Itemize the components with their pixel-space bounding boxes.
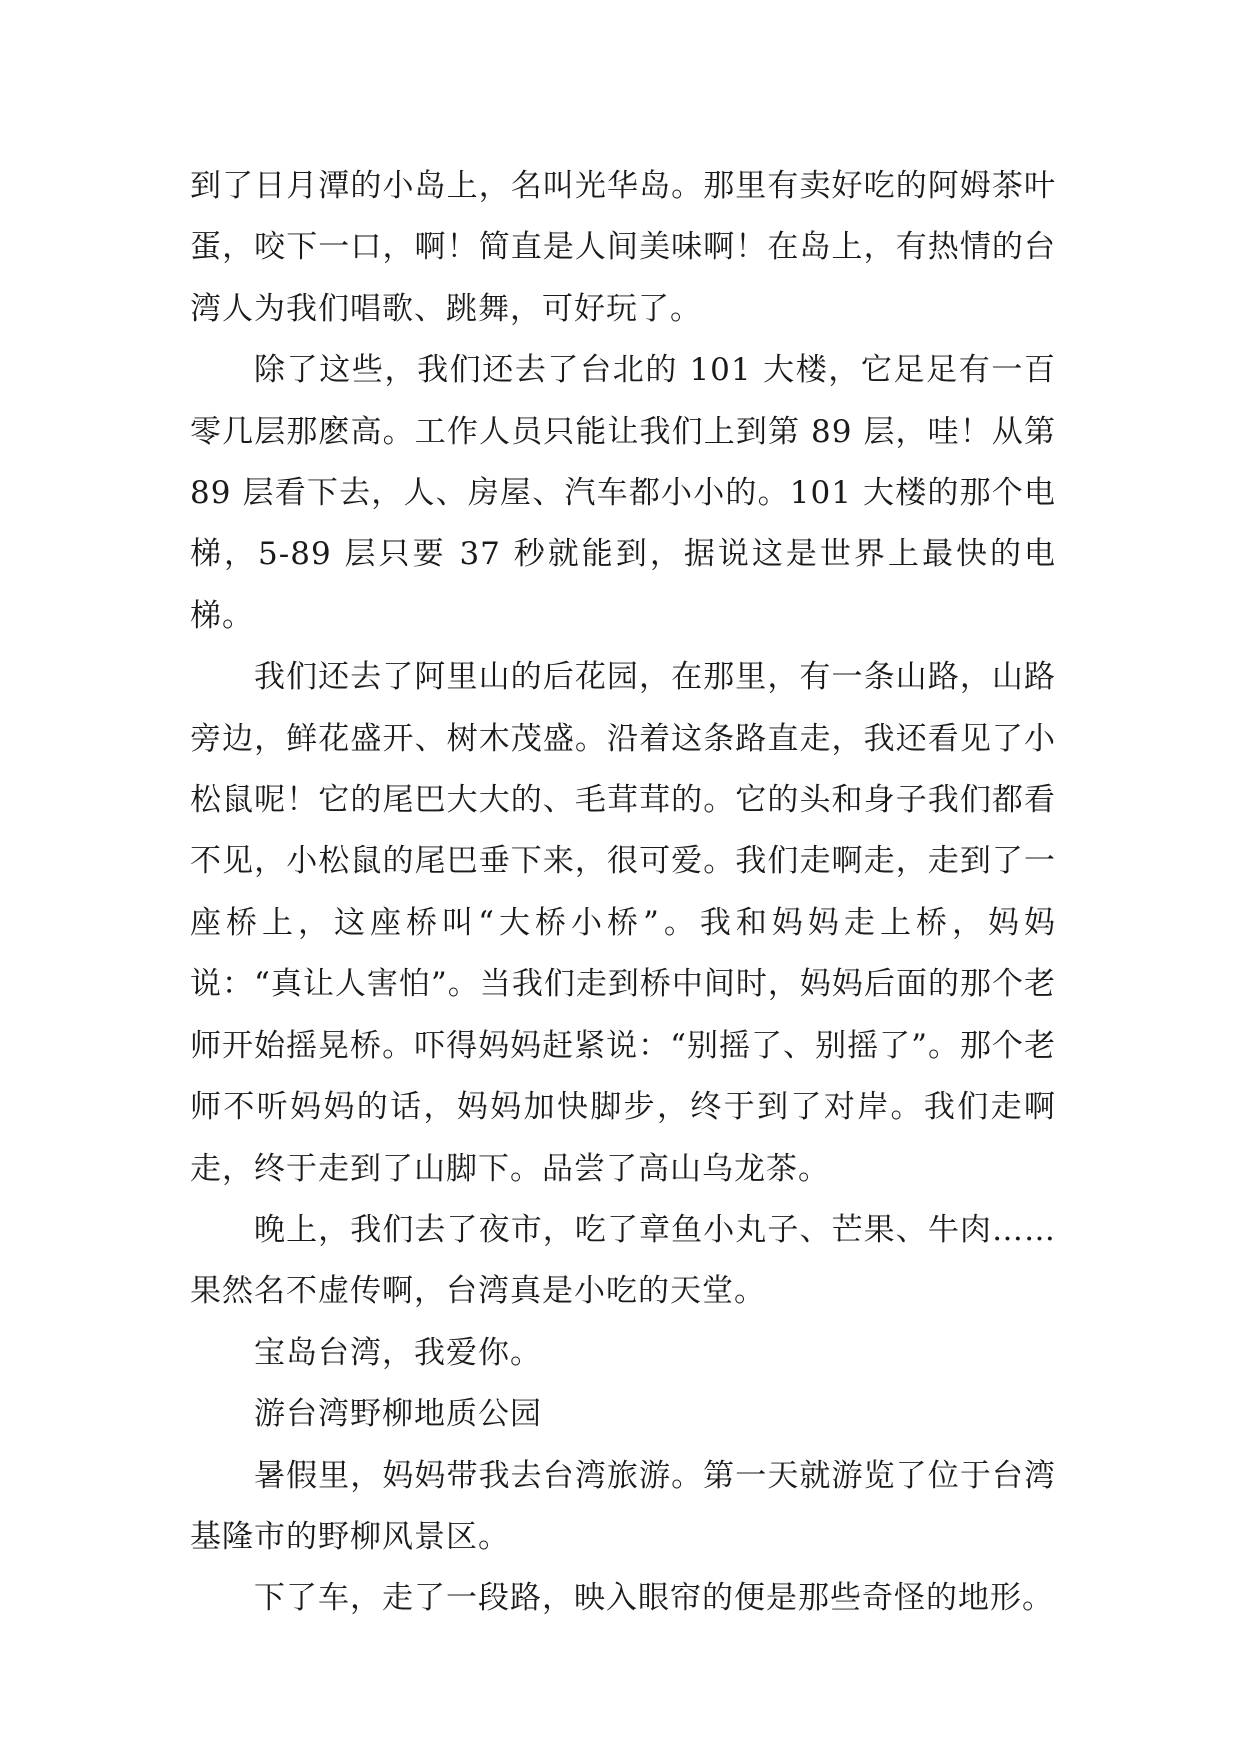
section-heading: 游台湾野柳地质公园 bbox=[254, 1396, 542, 1433]
document-body bbox=[190, 156, 1056, 1630]
paragraph-6: 暑假里，妈妈带我去台湾旅游。第一天就游览了位于台湾基隆市的野柳风景区。 bbox=[190, 1457, 1056, 1555]
paragraph-5: 宝岛台湾，我爱你。 bbox=[254, 1334, 542, 1371]
paragraph-7: 下了车，走了一段路，映入眼帘的便是那些奇怪的地形。 bbox=[254, 1580, 1054, 1617]
paragraph-3: 我们还去了阿里山的后花园，在那里，有一条山路，山路旁边，鲜花盛开、树木茂盛。沿着这条路直走，我还看见了小松鼠呢！它的尾巴大大的、毛茸茸的。它的头和身子我们都看不见，小松鼠的尾巴垂下来，很可爱。我们走啊走，走到了一座桥上，这座桥叫“大桥小桥”。我和妈妈走上桥，妈妈说：“真让人害怕”。当我们走到桥中间时，妈妈后面的那个老师开始摇晃桥。吓得妈妈赶紧说：“别摇了、别摇了”。那个老师不听妈妈的话，妈妈加快脚步，终于到了对岸。我们走啊走，终于走到了山脚下。品尝了高山乌龙茶。 bbox=[190, 659, 1056, 1187]
paragraph-2: 除了这些，我们还去了台北的 101 大楼，它足足有一百零几层那麽高。工作人员只能让我们上到第 89 层，哇！从第 89 层看下去，人、房屋、汽车都小小的。101 大楼的那个电梯，5-89 层只要 37 秒就能到，据说这是世界上最快的电梯。 bbox=[190, 352, 1056, 634]
paragraph-4: 晚上，我们去了夜市，吃了章鱼小丸子、芒果、牛肉……果然名不虚传啊，台湾真是小吃的天堂。 bbox=[190, 1211, 1056, 1310]
paragraph-1: 到了日月潭的小岛上，名叫光华岛。那里有卖好吃的阿姆茶叶蛋，咬下一口，啊！简直是人间美味啊！在岛上，有热情的台湾人为我们唱歌、跳舞，可好玩了。 bbox=[190, 168, 1056, 327]
